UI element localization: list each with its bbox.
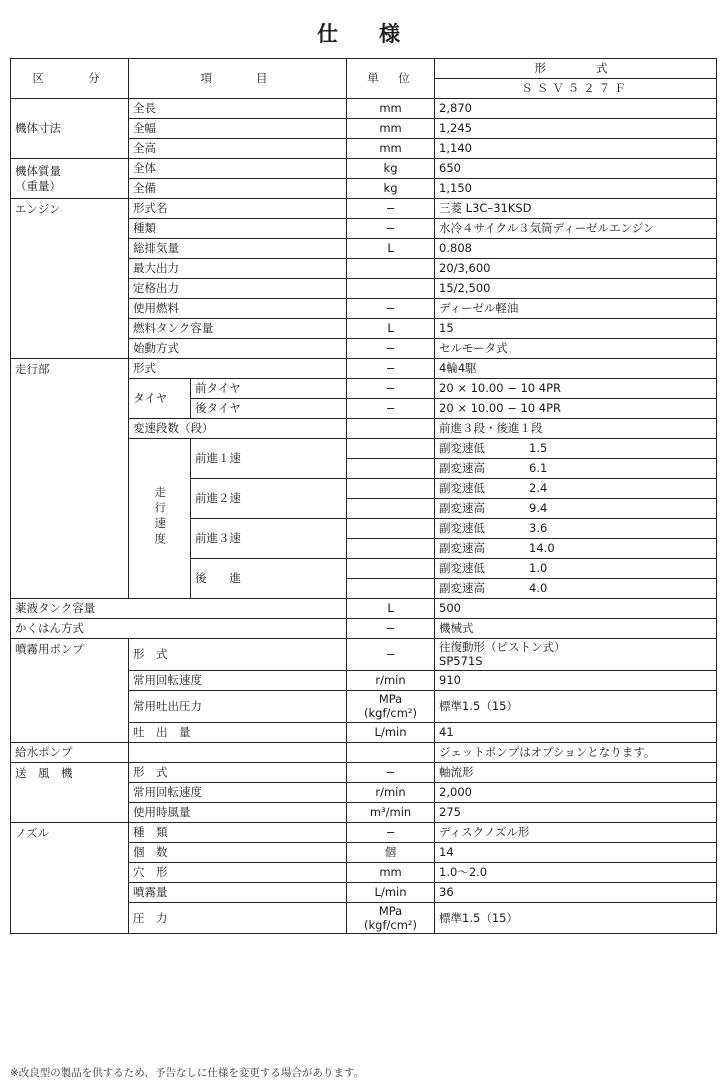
gear-label: 前進３速 bbox=[191, 519, 347, 559]
unit-label: mm bbox=[347, 862, 435, 882]
value-cell: 三菱 L3C–31KSD bbox=[435, 199, 717, 219]
unit-label: mm bbox=[347, 99, 435, 119]
value-cell: 副変速高 4.0 bbox=[435, 579, 717, 599]
value-cell: セルモータ式 bbox=[435, 339, 717, 359]
value-cell: 910 bbox=[435, 670, 717, 690]
value-cell: 副変速高 9.4 bbox=[435, 499, 717, 519]
table-row bbox=[11, 762, 717, 782]
footnote: ※改良型の製品を供するため、予告なしに仕様を変更する場合があります。 bbox=[10, 1067, 365, 1079]
unit-label bbox=[347, 519, 435, 539]
value-cell: 前進３段・後進１段 bbox=[435, 419, 717, 439]
category-water-pump: 給水ポンプ bbox=[11, 742, 129, 762]
unit-label: − bbox=[347, 219, 435, 239]
unit-label: L bbox=[347, 239, 435, 259]
item-label: 形式名 bbox=[129, 199, 347, 219]
unit-label: MPa (kgf/cm²) bbox=[347, 690, 435, 722]
header-item: 項 目 bbox=[129, 59, 347, 99]
value-cell: 36 bbox=[435, 882, 717, 902]
item-label: 使用時風量 bbox=[129, 802, 347, 822]
category-agitation: かくはん方式 bbox=[11, 619, 347, 639]
unit-label: − bbox=[347, 379, 435, 399]
item-label: 常用吐出圧力 bbox=[129, 690, 347, 722]
item-label: 全体 bbox=[129, 159, 347, 179]
item-label: 種 類 bbox=[129, 822, 347, 842]
value-cell: 275 bbox=[435, 802, 717, 822]
value-cell: 500 bbox=[435, 599, 717, 619]
value-cell: ディスクノズル形 bbox=[435, 822, 717, 842]
category-mass: 機体質量 （重量） bbox=[11, 159, 129, 199]
value-cell: 副変速低 1.5 bbox=[435, 439, 717, 459]
unit-label: mm bbox=[347, 119, 435, 139]
unit-label bbox=[347, 479, 435, 499]
value-cell: 20 × 10.00 − 10 4PR bbox=[435, 379, 717, 399]
value-cell: 2,870 bbox=[435, 99, 717, 119]
unit-label bbox=[347, 539, 435, 559]
unit-label: 個 bbox=[347, 842, 435, 862]
header-model: ＳＳＶ５２７Ｆ bbox=[435, 79, 717, 99]
unit-label: − bbox=[347, 619, 435, 639]
value-cell: 1.0〜2.0 bbox=[435, 862, 717, 882]
unit-label: − bbox=[347, 639, 435, 671]
item-label: 吐 出 量 bbox=[129, 722, 347, 742]
table-row bbox=[11, 822, 717, 842]
value-cell: 15/2,500 bbox=[435, 279, 717, 299]
unit-label bbox=[347, 559, 435, 579]
unit-label: r/min bbox=[347, 782, 435, 802]
item-label: 常用回転速度 bbox=[129, 782, 347, 802]
unit-label: L bbox=[347, 599, 435, 619]
gear-label: 前進１速 bbox=[191, 439, 347, 479]
table-header-row bbox=[11, 59, 717, 79]
value-cell: 副変速高 6.1 bbox=[435, 459, 717, 479]
item-label: 圧 力 bbox=[129, 902, 347, 934]
item-label: 形式 bbox=[129, 359, 347, 379]
unit-label bbox=[347, 279, 435, 299]
item-label-rear-tire: 後タイヤ bbox=[191, 399, 347, 419]
speed-section-label: 走行速度 bbox=[129, 439, 191, 599]
value-cell: 20/3,600 bbox=[435, 259, 717, 279]
unit-label: − bbox=[347, 822, 435, 842]
item-label: 定格出力 bbox=[129, 279, 347, 299]
item-label: 全幅 bbox=[129, 119, 347, 139]
table-row bbox=[11, 359, 717, 379]
item-label: 始動方式 bbox=[129, 339, 347, 359]
specification-table bbox=[10, 58, 717, 934]
item-label-front-tire: 前タイヤ bbox=[191, 379, 347, 399]
category-chemical-tank: 薬液タンク容量 bbox=[11, 599, 347, 619]
value-cell: 4輪4駆 bbox=[435, 359, 717, 379]
unit-label bbox=[347, 459, 435, 479]
item-label: 総排気量 bbox=[129, 239, 347, 259]
value-cell: 2,000 bbox=[435, 782, 717, 802]
item-label: 個 数 bbox=[129, 842, 347, 862]
unit-label: kg bbox=[347, 179, 435, 199]
item-label: 全備 bbox=[129, 179, 347, 199]
item-label: 穴 形 bbox=[129, 862, 347, 882]
value-cell: 標準1.5（15） bbox=[435, 690, 717, 722]
page-title: 仕 様 bbox=[317, 22, 410, 46]
table-row bbox=[11, 639, 717, 671]
item-label: 形 式 bbox=[129, 639, 347, 671]
unit-label bbox=[347, 419, 435, 439]
value-cell: ジェットポンプはオプションとなります。 bbox=[435, 742, 717, 762]
table-row bbox=[11, 159, 717, 179]
unit-label: mm bbox=[347, 139, 435, 159]
category-engine: エンジン bbox=[11, 199, 129, 359]
item-label: 燃料タンク容量 bbox=[129, 319, 347, 339]
value-cell: 20 × 10.00 − 10 4PR bbox=[435, 399, 717, 419]
item-label bbox=[129, 742, 347, 762]
unit-label: − bbox=[347, 359, 435, 379]
unit-label: MPa (kgf/cm²) bbox=[347, 902, 435, 934]
item-label: 噴霧量 bbox=[129, 882, 347, 902]
unit-label: r/min bbox=[347, 670, 435, 690]
unit-label bbox=[347, 499, 435, 519]
header-unit: 単 位 bbox=[347, 59, 435, 99]
unit-label: − bbox=[347, 399, 435, 419]
unit-label bbox=[347, 579, 435, 599]
value-cell: 副変速低 2.4 bbox=[435, 479, 717, 499]
value-cell: 0.808 bbox=[435, 239, 717, 259]
value-cell: 副変速低 1.0 bbox=[435, 559, 717, 579]
item-label: 常用回転速度 bbox=[129, 670, 347, 690]
value-cell: 副変速高 14.0 bbox=[435, 539, 717, 559]
item-label: 形 式 bbox=[129, 762, 347, 782]
item-label: 使用燃料 bbox=[129, 299, 347, 319]
item-label: 全長 bbox=[129, 99, 347, 119]
unit-label: − bbox=[347, 199, 435, 219]
value-cell: ディーゼル軽油 bbox=[435, 299, 717, 319]
category-spray-pump: 噴霧用ポンプ bbox=[11, 639, 129, 743]
item-label: 種類 bbox=[129, 219, 347, 239]
header-type: 形 式 bbox=[435, 59, 717, 79]
value-cell: 15 bbox=[435, 319, 717, 339]
unit-label: m³/min bbox=[347, 802, 435, 822]
unit-label: L/min bbox=[347, 882, 435, 902]
value-cell: 1,150 bbox=[435, 179, 717, 199]
gear-label: 後 進 bbox=[191, 559, 347, 599]
table-row bbox=[11, 99, 717, 119]
unit-label: L bbox=[347, 319, 435, 339]
value-cell: 水冷４サイクル３気筒ディーゼルエンジン bbox=[435, 219, 717, 239]
value-cell: 往復動形（ピストン式） SP571S bbox=[435, 639, 717, 671]
unit-label bbox=[347, 439, 435, 459]
table-row bbox=[11, 199, 717, 219]
header-category: 区 分 bbox=[11, 59, 129, 99]
value-cell: 1,245 bbox=[435, 119, 717, 139]
unit-label bbox=[347, 259, 435, 279]
value-cell: 41 bbox=[435, 722, 717, 742]
category-blower: 送 風 機 bbox=[11, 762, 129, 822]
table-row bbox=[11, 742, 717, 762]
unit-label: kg bbox=[347, 159, 435, 179]
value-cell: 副変速低 3.6 bbox=[435, 519, 717, 539]
unit-label bbox=[347, 742, 435, 762]
gear-label: 前進２速 bbox=[191, 479, 347, 519]
item-label-tire: タイヤ bbox=[129, 379, 191, 419]
value-cell: 14 bbox=[435, 842, 717, 862]
table-row bbox=[11, 599, 717, 619]
category-nozzle: ノズル bbox=[11, 822, 129, 934]
value-cell: 1,140 bbox=[435, 139, 717, 159]
value-cell: 軸流形 bbox=[435, 762, 717, 782]
category-travel: 走行部 bbox=[11, 359, 129, 599]
unit-label: − bbox=[347, 762, 435, 782]
table-row bbox=[11, 619, 717, 639]
category-dimensions: 機体寸法 bbox=[11, 99, 129, 159]
unit-label: − bbox=[347, 299, 435, 319]
value-cell: 650 bbox=[435, 159, 717, 179]
value-cell: 標準1.5（15） bbox=[435, 902, 717, 934]
item-label-gear-count: 変速段数（段） bbox=[129, 419, 347, 439]
unit-label: L/min bbox=[347, 722, 435, 742]
value-cell: 機械式 bbox=[435, 619, 717, 639]
unit-label: − bbox=[347, 339, 435, 359]
item-label: 全高 bbox=[129, 139, 347, 159]
item-label: 最大出力 bbox=[129, 259, 347, 279]
